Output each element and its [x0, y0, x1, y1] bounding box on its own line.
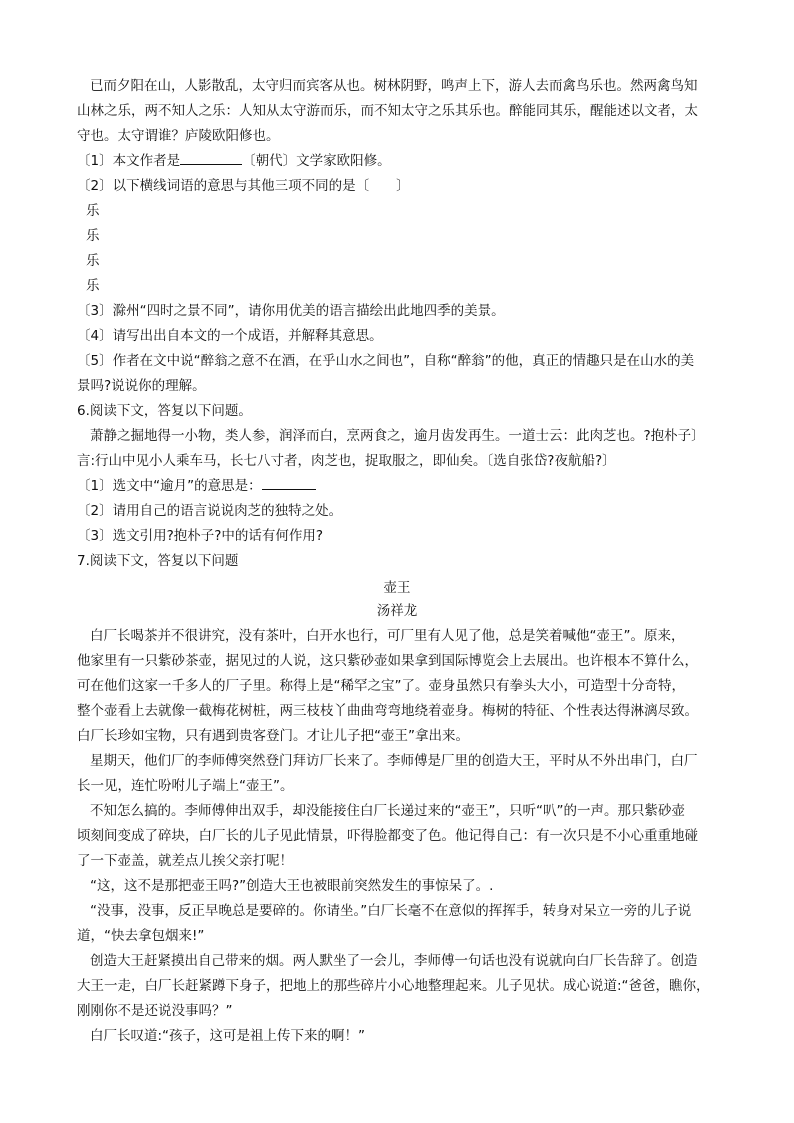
- option-item: 乐: [86, 278, 100, 294]
- question-5: 〔5〕作者在文中说“醉翁之意不在酒，在乎山水之间也”，自称“醉翁”的他，真正的情趣只是在山水的美: [77, 353, 695, 369]
- paragraph-line: 白厂长叹道:“孩子，这可是祖上传下来的啊！”: [90, 1028, 366, 1044]
- option-item: 乐: [86, 203, 100, 219]
- question-text: 〔1〕本文作者是: [77, 153, 181, 169]
- question-2: 〔2〕请用自己的语言说说肉芝的独特之处。: [77, 503, 343, 519]
- paragraph-line: 道，“快去拿包烟来!”: [77, 928, 205, 944]
- paragraph-line: “这，这不是那把壶王吗?”创造大王也被眼前突然发生的事惊呆了。.: [90, 878, 494, 894]
- question-1: [77, 477, 316, 495]
- section-heading: 7.阅读下文，答复以下问题: [77, 553, 239, 569]
- question-5-cont: 景吗?说说你的理解。: [77, 378, 206, 394]
- paragraph-line: “没事，没事，反正早晚总是要碎的。你请坐。”白厂长毫不在意似的挥挥手，转身对呆立一旁的儿子说: [90, 903, 692, 919]
- option-item: 乐: [86, 228, 100, 244]
- paragraph-line: 白厂长珍如宝物，只有遇到贵客登门。才让儿子把“壶王”拿出来。: [77, 728, 469, 744]
- question-text: 〔朝代〕文学家欧阳修。: [242, 153, 391, 169]
- passage-line: 已而夕阳在山，人影散乱，太守归而宾客从也。树林阴野，鸣声上下，游人去而禽鸟乐也。然两禽鸟知: [90, 78, 698, 94]
- answer-blank[interactable]: [180, 152, 242, 165]
- paragraph-line: 不知怎么搞的。李师傅伸出双手，却没能接住白厂长递过来的“壶王”，只听“叭”的一声。那只紫砂壶: [90, 803, 685, 819]
- paragraph-line: 了一下壶盖，就差点儿挨父亲打呢！: [77, 853, 293, 869]
- passage-line: 山林之乐，两不知人之乐：人知从太守游而乐，而不知太守之乐其乐也。醉能同其乐，醒能述以文者，太: [77, 103, 698, 119]
- paragraph-line: 他家里有一只紫砂茶壶，据见过的人说，这只紫砂壶如果拿到国际博览会上去展出。也许根本不算什么，: [77, 653, 698, 669]
- paragraph-line: 星期天，他们厂的李师傅突然登门拜访厂长来了。李师傅是厂里的创造大王，平时从不外出串门，白厂: [90, 753, 698, 769]
- answer-blank[interactable]: [262, 477, 316, 490]
- paragraph-line: 可在他们这家一千多人的厂子里。称得上是“稀罕之宝”了。壶身虽然只有拳头大小，可造型十分奇特，: [77, 678, 685, 694]
- story-title: 壶王: [383, 580, 411, 596]
- paragraph-line: 大王一走，白厂长赶紧蹲下身子，把地上的那些碎片小心地整理起来。儿子见状。成心说道:“爸爸，瞧你，: [77, 978, 710, 994]
- story-author: 汤祥龙: [376, 603, 418, 619]
- paragraph-line: 刚刚你不是还说没事吗？”: [77, 1003, 233, 1019]
- paragraph-line: 创造大王赶紧摸出自己带来的烟。两人默坐了一会儿，李师傅一句话也没有说就向白厂长告辞了。创造: [90, 953, 698, 969]
- paragraph-line: 白厂长喝茶并不很讲究，没有茶叶，白开水也行，可厂里有人见了他，总是笑着喊他“壶王”。原来，: [90, 628, 685, 644]
- question-text: 〔1〕选文中“逾月”的意思是：: [77, 478, 262, 494]
- paragraph-line: 整个壶看上去就像一截梅花树桩，两三枝枝丫曲曲弯弯地绕着壶身。梅树的特征、个性表达得淋漓尽致。: [77, 703, 698, 719]
- paragraph-line: 顷刻间变成了碎块，白厂长的儿子见此情景，吓得脸都变了色。他记得自己：有一次只是不小心重重地碰: [77, 828, 698, 844]
- passage-line: 言:行山中见小人乘车马，长七八寸者，肉芝也，捉取服之，即仙矣。〔选自张岱?夜航船?〕: [77, 453, 616, 469]
- question-3: 〔3〕选文引用?抱朴子?中的话有何作用?: [77, 528, 324, 544]
- paragraph-line: 长一见，连忙吩咐儿子端上“壶王”。: [77, 778, 294, 794]
- passage-line: 守也。太守谓谁？庐陵欧阳修也。: [77, 128, 280, 144]
- section-heading: 6.阅读下文，答复以下问题。: [77, 403, 252, 419]
- question-4: 〔4〕请写出出自本文的一个成语，并解释其意思。: [77, 328, 383, 344]
- question-3: 〔3〕滁州“四时之景不同”，请你用优美的语言描绘出此地四季的美景。: [77, 303, 505, 319]
- question-1: [77, 152, 391, 170]
- option-item: 乐: [86, 253, 100, 269]
- passage-line: 萧静之掘地得一小物，类人参，润泽而白，烹两食之，逾月齿发再生。一道士云：此肉芝也。?抱朴子〕: [90, 428, 705, 444]
- question-2: 〔2〕以下横线词语的意思与其他三项不同的是〔 〕: [77, 178, 410, 194]
